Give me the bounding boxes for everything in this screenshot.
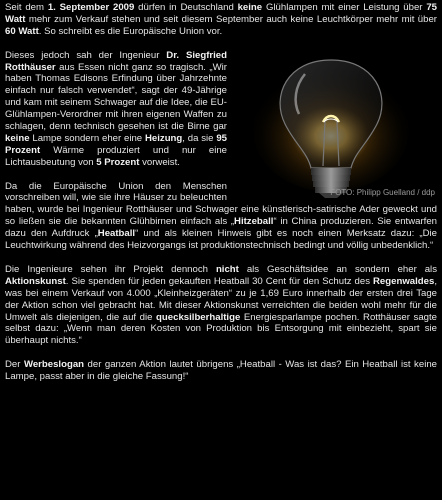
paragraph-werbeslogan [5, 359, 437, 383]
bold-text: Regenwaldes [373, 275, 435, 287]
text-run: . So schreibt es die Europäische Union vor. [38, 25, 223, 37]
bold-text: nicht [215, 263, 239, 275]
text-run: Wärme produziert und nur eine Lichtausbeutung von [5, 144, 227, 168]
bold-text: 1. September 2009 [47, 2, 135, 13]
text-run: “ in China produzieren. Sie entwarfen dazu den Aufdruck „ [5, 216, 437, 240]
text-run: aus Essen nicht ganz so tragisch. „Wir haben Thomas Edisons Erfindung über Jahrzehnte einfach nur falsch verwendet“, sagt der 49-Jährige und kam mit seinem Schwager auf die Idee, die EU-Glühlampen-Verordner mit ihren eigenen Waffen zu schlagen, denn technisch gesehen ist die Birne gar [5, 61, 227, 133]
bold-text: Hitzeball [234, 216, 274, 228]
text-run: mehr zum Verkauf stehen und seit diesem September auch keine Leuchtkörper mehr mit über [25, 13, 437, 25]
text-run: Da die Europäische Union den Menschen vorschreiben will, wie sie ihre Häuser zu beleuchten haben, wurde bei Ingenieur Rotthäuser und Schwager eine künstlerisch-satirische Ader geweckt und so ließen sie die bekannten Glühbirnen einfach als „ [5, 180, 437, 228]
bold-text: Dr. Siegfried Rotthäuser [5, 49, 227, 73]
bold-text: 75 Watt [5, 2, 437, 25]
bold-text: keine [237, 2, 263, 13]
bold-text: 95 Prozent [5, 132, 227, 156]
paragraph-aktionskunst [5, 264, 437, 347]
text-run: Glühlampen mit einer Leistung über [262, 2, 427, 13]
text-run: Lampe sondern eher eine [29, 132, 145, 144]
text-run: Dieses jedoch sah der Ingenieur [5, 49, 167, 61]
bold-text: Heizung [144, 132, 183, 144]
bold-text: Werbeslogan [23, 359, 85, 371]
text-run: Seit dem [5, 2, 48, 13]
photo-figure [235, 52, 437, 198]
bold-text: Heatball [97, 228, 136, 240]
text-run: der ganzen Aktion lautet übrigens „Heatball - Was ist das? Ein Heatball ist keine Lampe, passt aber in die gleiche Fassung!“ [5, 359, 437, 383]
paragraph-rotthaeuser-text [5, 50, 227, 168]
bold-text: keine [5, 132, 30, 144]
bold-text: 60 Watt [5, 25, 39, 37]
text-run: , was bei einem Verkauf von 4.000 „Kleinheizgeräten“ zu je 1,69 Euro innerhalb der ersten drei Tage der Aktion schon viel gebracht hat. Mit dieser Aktionskunst verreichten die beiden wohl mehr für die Umwelt als diejenigen, die auf die [5, 275, 437, 323]
text-run: Energiesparlampe pochen. Rotthäuser sagte selbst dazu: „Wenn man deren Kosten von Produktion bis Entsorgung mit einbezieht, spart sie überhaupt nichts.“ [5, 311, 437, 347]
text-run: als Geschäftsidee an sondern eher als [238, 263, 437, 275]
bold-text: Aktionskunst [5, 275, 66, 287]
photo-credit: FOTO: Philipp Guelland / ddp [330, 187, 435, 197]
text-run: . Sie spenden für jeden gekauften Heatball 30 Cent für den Schutz des [65, 275, 373, 287]
bold-text: quecksilberhaltige [156, 311, 241, 323]
bold-text: 5 Prozent [96, 156, 140, 168]
text-run: , da sie [182, 132, 217, 144]
text-run: dürfen in Deutschland [134, 2, 238, 13]
text-run: Die Ingenieure sehen ihr Projekt dennoch [5, 263, 216, 275]
paragraph-intro [5, 2, 437, 38]
text-run: vorweist. [139, 156, 180, 168]
paragraph-rotthaeuser [5, 49, 437, 197]
text-run: “ und als kleinen Hinweis gibt es noch einen Merksatz dazu: „Die Leuchtwirkung während des Heizvorgangs ist produktionstechnisch bedingt und völlig unbedenklich.“ [5, 228, 437, 252]
text-run: Der [5, 359, 24, 371]
light-bulb-photo-icon [235, 52, 437, 198]
